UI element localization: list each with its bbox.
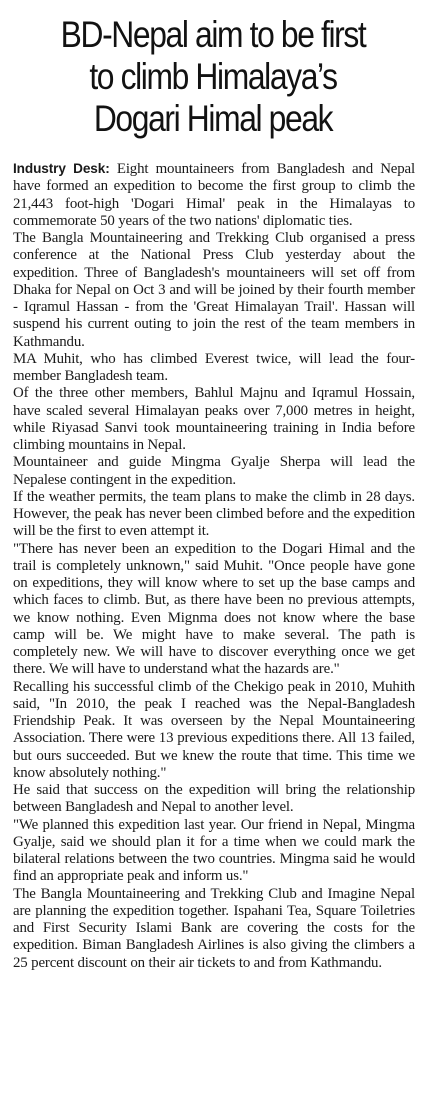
paragraph: The Bangla Mountaineering and Trekking Club organised a press conference at the National Press Club yesterday about the expedition. Three of Bangladesh's mountaineers will set off from Dhaka for Nepal on Oct 3 and will be joined by their fourth member - Iqramul Hassan - from the 'Great Himalayan Trail'. Hassan will suspend his current outing to join the rest of the team members in Kathmandu. [13, 230, 415, 350]
headline [30, 0, 396, 140]
paragraph: Of the three other members, Bahlul Majnu and Iqramul Hossain, have scaled several Himalayan peaks over 7,000 metres in height, while Riyasad Sanvi took mountaineering training in India before climbing mountains in Nepal. [13, 385, 415, 453]
lead-paragraph [13, 160, 415, 230]
paragraph: The Bangla Mountaineering and Trekking Club and Imagine Nepal are planning the expedition together. Ispahani Tea, Square Toiletries and First Security Islami Bank are covering the costs for the expedition. Biman Bangladesh Airlines is also giving the climbers a 25 percent discount on their air tickets to and from Kathmandu. [13, 885, 415, 971]
lead-text: Eight mountaineers from Bangladesh and Nepal have formed an expedition to become the first group to climb the 21,443 foot-high 'Dogari Himal' peak in the Himalayas to commemorate 50 years of the two nations' diplomatic ties. [13, 161, 415, 229]
paragraph: Recalling his successful climb of the Chekigo peak in 2010, Muhith said, "In 2010, the peak I reached was the Nepal-Bangladesh Friendship Peak. It was overseen by the Nepal Mountaineering Association. There were 13 previous expeditions there. All 13 failed, but ours succeeded. But we knew the route that time. This time we know absolutely nothing." [13, 678, 415, 781]
paragraph: If the weather permits, the team plans to make the climb in 28 days. However, the peak has never been climbed before and the expedition will be the first to even attempt it. [13, 488, 415, 540]
headline-line: BD-Nepal aim to be first [60, 14, 366, 55]
paragraph: "There has never been an expedition to the Dogari Himal and the trail is completely unknown," said Muhit. "Once people have gone on expeditions, they will know where to set up the base camps and which faces to climb. But, as there have been no previous attempts, we know nothing. Even Mignma does not know where the base camp will be. We might have to make several. The path is completely new. We will have to discover everything once we get there. We will have to understand what the hazards are." [13, 540, 415, 678]
byline: Industry Desk: [13, 161, 110, 176]
paragraph: Mountaineer and guide Mingma Gyalje Sherpa will lead the Nepalese contingent in the expedition. [13, 454, 415, 488]
paragraph: MA Muhit, who has climbed Everest twice, will lead the four-member Bangladesh team. [13, 350, 415, 384]
headline-line: Dogari Himal peak [93, 98, 333, 139]
paragraph: He said that success on the expedition will bring the relationship between Bangladesh and Nepal to another level. [13, 782, 415, 816]
article-body [13, 160, 415, 972]
headline-line: to climb Himalaya’s [89, 56, 337, 97]
paragraph: "We planned this expedition last year. Our friend in Nepal, Mingma Gyalje, said we should plan it for a time when we could mark the bilateral relations between the two countries. Mingma said he would find an appropriate peak and inform us." [13, 816, 415, 885]
